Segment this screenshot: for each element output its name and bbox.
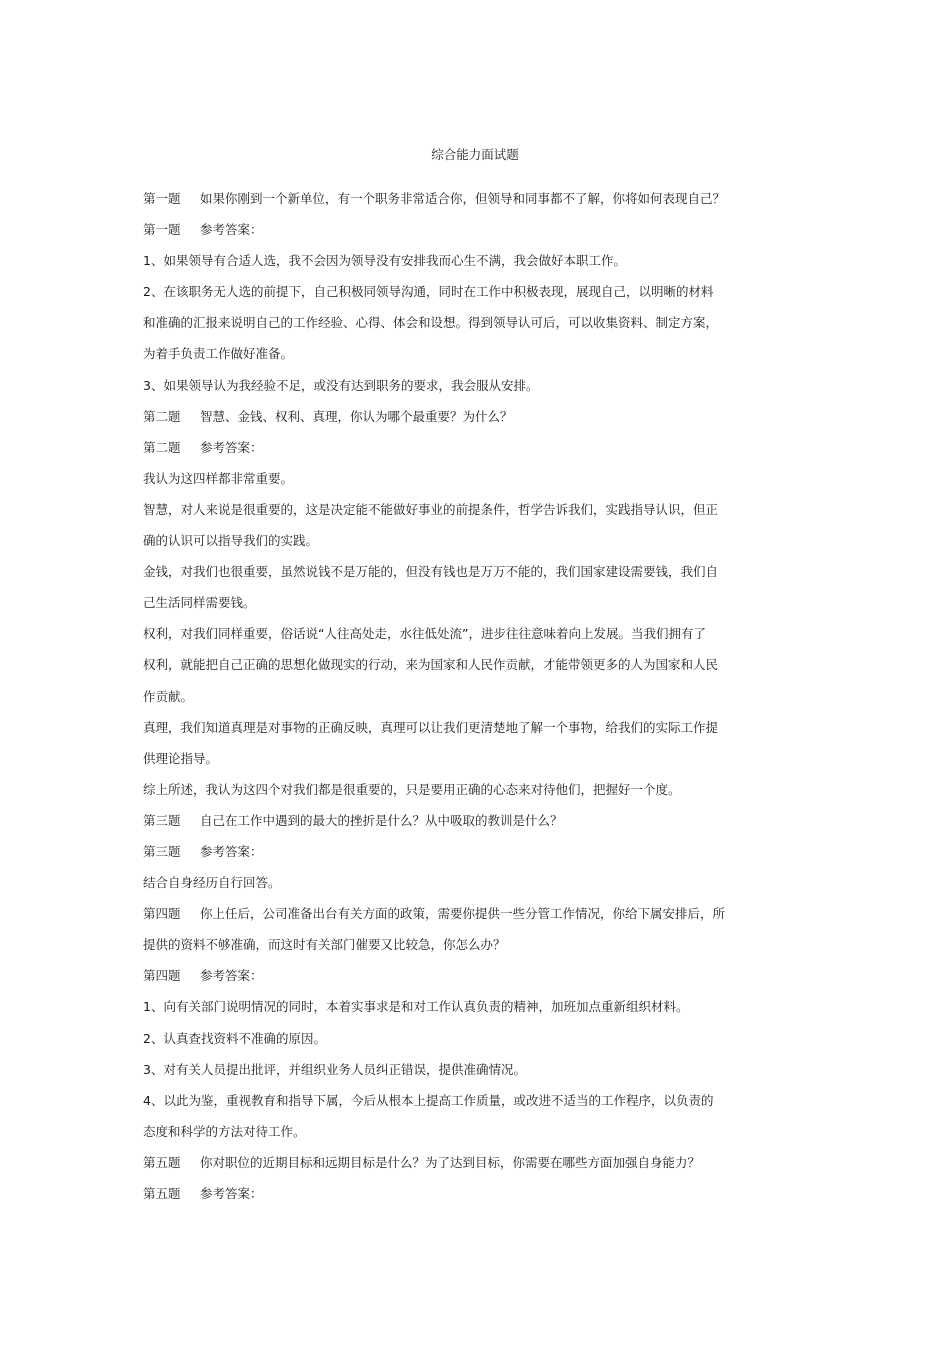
line-text: 2、认真查找资料不准确的原因。 — [143, 1030, 326, 1046]
text-line — [143, 313, 743, 344]
text-line — [143, 1091, 743, 1122]
text-line — [143, 407, 743, 438]
line-text: 参考答案： — [200, 968, 263, 984]
text-line — [143, 189, 743, 220]
text-line — [143, 1153, 743, 1184]
line-text: 己生活同样需要钱。 — [143, 595, 256, 611]
text-line — [143, 531, 743, 562]
line-text: 参考答案： — [200, 222, 263, 238]
line-text: 3、如果领导认为我经验不足，或没有达到职务的要求，我会服从安排。 — [143, 377, 539, 393]
line-text: 参考答案： — [200, 439, 263, 455]
line-text: 你对职位的近期目标和远期目标是什么？为了达到目标，你需要在哪些方面加强自身能力？ — [200, 1154, 701, 1170]
line-text: 和准确的汇报来说明自己的工作经验、心得、体会和设想。得到领导认可后，可以收集资料、制定方案， — [143, 315, 719, 331]
line-text: 3、对有关人员提出批评，并组织业务人员纠正错误，提供准确情况。 — [143, 1061, 526, 1077]
line-text: 参考答案： — [200, 1186, 263, 1201]
text-line — [143, 904, 743, 935]
text-line — [143, 997, 743, 1028]
line-text: 权利，对我们同样重要，俗话说“人往高处走，水往低处流”，进步往往意味着向上发展。当我们拥有了 — [143, 626, 706, 642]
text-line — [143, 1029, 743, 1060]
line-text: 自己在工作中遇到的最大的挫折是什么？从中吸取的教训是什么？ — [200, 812, 563, 828]
text-line — [143, 1122, 743, 1153]
text-line — [143, 780, 743, 811]
text-line — [143, 687, 743, 718]
text-line — [143, 655, 743, 686]
question-label: 第三题 — [143, 843, 181, 859]
text-line — [143, 718, 743, 749]
document-title: 综合能力面试题 — [431, 147, 519, 162]
text-line — [143, 842, 743, 873]
text-line — [143, 251, 743, 282]
text-line — [143, 376, 743, 407]
question-label: 第四题 — [143, 968, 181, 984]
line-text: 智慧，对人来说是很重要的，这是决定能不能做好事业的前提条件，哲学告诉我们，实践指导认识，但正 — [143, 501, 719, 517]
line-text: 1、如果领导有合适人选，我不会因为领导没有安排我而心生不满，我会做好本职工作。 — [143, 253, 626, 269]
text-line — [143, 873, 743, 904]
line-text: 智慧、金钱、权利、真理，你认为哪个最重要？为什么？ — [200, 408, 513, 424]
question-label: 第二题 — [143, 408, 181, 424]
question-label: 第五题 — [143, 1186, 181, 1201]
text-line — [143, 562, 743, 593]
text-line — [143, 220, 743, 251]
line-text: 提供的资料不够准确，而这时有关部门催要又比较急，你怎么办？ — [143, 937, 506, 953]
question-label: 第五题 — [143, 1154, 181, 1170]
text-line — [143, 749, 743, 780]
line-text: 态度和科学的方法对待工作。 — [143, 1123, 306, 1139]
text-line — [143, 1184, 743, 1215]
document-body — [143, 189, 743, 1215]
line-text: 结合自身经历自行回答。 — [143, 875, 281, 891]
text-line — [143, 811, 743, 842]
line-text: 2、在该职务无人选的前提下，自己积极同领导沟通，同时在工作中积极表现，展现自己，以明晰的材料 — [143, 284, 714, 300]
line-text: 我认为这四样都非常重要。 — [143, 470, 294, 486]
text-line — [143, 344, 743, 375]
line-text: 作贡献。 — [143, 688, 194, 704]
line-text: 为着手负责工作做好准备。 — [143, 346, 294, 362]
text-line — [143, 1060, 743, 1091]
text-line — [143, 438, 743, 469]
line-text: 1、向有关部门说明情况的同时，本着实事求是和对工作认真负责的精神，加班加点重新组织材料。 — [143, 999, 689, 1015]
text-line — [143, 469, 743, 500]
text-line — [143, 282, 743, 313]
question-label: 第一题 — [143, 222, 181, 238]
line-text: 综上所述，我认为这四个对我们都是很重要的，只是要用正确的心态来对待他们，把握好一个度。 — [143, 781, 681, 797]
text-line — [143, 500, 743, 531]
line-text: 确的认识可以指导我们的实践。 — [143, 533, 319, 549]
line-text: 供理论指导。 — [143, 750, 219, 766]
line-text: 金钱，对我们也很重要，虽然说钱不是万能的，但没有钱也是万万不能的，我们国家建设需要钱，我们自 — [143, 564, 719, 580]
text-line — [143, 966, 743, 997]
line-text: 参考答案： — [200, 843, 263, 859]
text-line — [143, 593, 743, 624]
line-text: 如果你刚到一个新单位，有一个职务非常适合你，但领导和同事都不了解，你将如何表现自己？ — [200, 191, 726, 206]
question-label: 第一题 — [143, 191, 181, 206]
question-label: 第四题 — [143, 906, 181, 922]
line-text: 权利，就能把自己正确的思想化做现实的行动，来为国家和人民作贡献，才能带领更多的人为国家和人民 — [143, 657, 719, 673]
question-label: 第三题 — [143, 812, 181, 828]
line-text: 你上任后，公司准备出台有关方面的政策，需要你提供一些分管工作情况，你给下属安排后，所 — [200, 906, 726, 922]
line-text: 4、以此为鉴，重视教育和指导下属，今后从根本上提高工作质量，或改进不适当的工作程序，以负责的 — [143, 1092, 714, 1108]
text-line — [143, 935, 743, 966]
question-label: 第二题 — [143, 439, 181, 455]
text-line — [143, 624, 743, 655]
line-text: 真理，我们知道真理是对事物的正确反映，真理可以让我们更清楚地了解一个事物，给我们的实际工作提 — [143, 719, 719, 735]
